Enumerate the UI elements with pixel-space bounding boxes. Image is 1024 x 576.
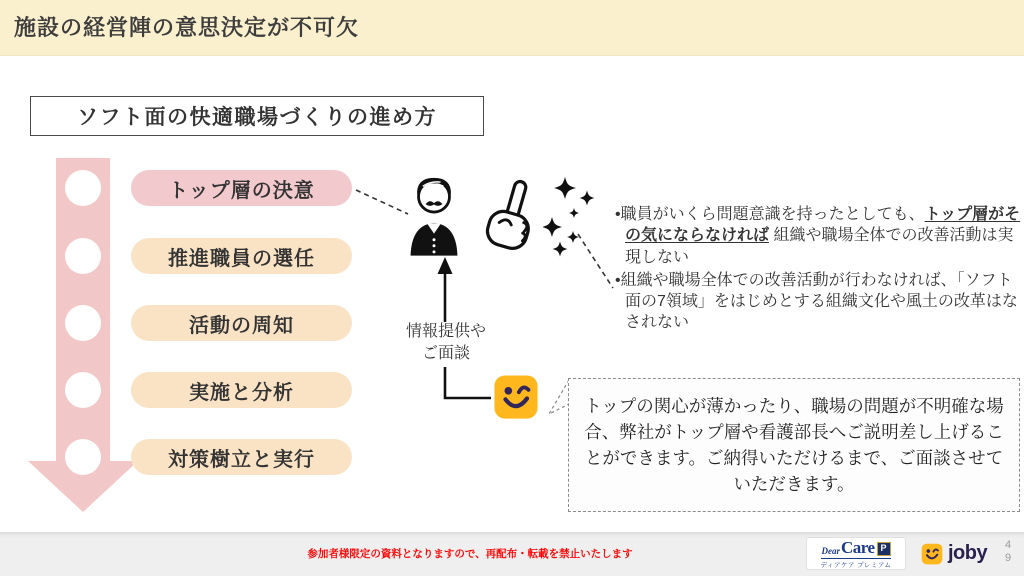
dearcare-tagline: ディアケア プレミアム <box>821 558 892 569</box>
page-number <box>1005 539 1011 565</box>
callout-pointer-icon <box>549 380 569 414</box>
joby-logo <box>921 542 987 565</box>
connector-label <box>396 321 496 365</box>
step-pill-staff-selection <box>131 238 352 274</box>
page-number-digit1: 4 <box>1005 539 1012 551</box>
step-pill-countermeasures <box>131 439 352 475</box>
dearcare-care-text: Care <box>840 537 875 557</box>
dearcare-premium-badge: P <box>877 542 891 556</box>
step-label: 推進職員の選任 <box>168 247 315 270</box>
dearcare-logo <box>806 537 906 570</box>
callout-box <box>568 378 1020 512</box>
flow-step-circle <box>65 372 101 408</box>
step-label: トップ層の決意 <box>168 179 315 202</box>
bullet-text: 組織や職場全体での改善活動が行わなければ、「ソフト面の7領域」をはじめとする組織文化や風土の改革はなされない <box>620 271 1018 332</box>
slide-footer <box>0 532 1024 576</box>
bullet-item-1 <box>615 204 1021 268</box>
executive-icon <box>404 167 464 258</box>
section-title: ソフト面の快適職場づくりの進め方 <box>77 106 437 129</box>
step-pill-awareness <box>131 305 352 341</box>
step-label: 対策樹立と実行 <box>168 448 315 471</box>
up-arrow-head-icon <box>438 257 453 274</box>
slide-title: 施設の経営陣の意思決定が不可欠 <box>14 15 360 40</box>
joby-smiley-small-icon <box>921 543 943 565</box>
step-label: 実施と分析 <box>189 381 294 404</box>
step-pill-implementation <box>131 372 352 408</box>
dearcare-logo-row <box>821 539 890 556</box>
connector-label-line2: ご面談 <box>421 345 470 362</box>
joby-smiley-icon <box>493 374 539 420</box>
bullet-text: 職員がいくら問題意識を持ったとしても、 <box>620 206 925 223</box>
connector-label-line1: 情報提供や <box>405 323 486 340</box>
flow-step-circle <box>65 439 101 475</box>
flow-step-circle <box>65 305 101 341</box>
dashed-line-pill-to-executive <box>356 190 408 214</box>
joby-wordmark: joby <box>948 542 988 564</box>
section-title-box <box>30 96 484 136</box>
bullet-marker: • <box>615 206 621 223</box>
bullet-text: 組織や職場全体での改善活動は実現しない <box>625 227 1014 266</box>
pointing-hand-icon <box>477 177 545 261</box>
confidential-notice: 参加者様限定の資料となりますので、再配布・転載を禁止いたします <box>307 548 633 560</box>
step-label: 活動の周知 <box>189 314 294 337</box>
elbow-connector <box>445 367 491 398</box>
callout-text: トップの関心が薄かったり、職場の問題が不明確な場合、弊社がトップ層や看護部長へご説明差し上げることができます。ご納得いただけるまで、ご面談させていただきます。 <box>584 395 1004 495</box>
bullet-emphasis: トップ層がその気にならなければ <box>625 206 1021 245</box>
slide-header <box>0 0 1024 56</box>
bullet-item-2 <box>615 270 1021 334</box>
flow-step-circle <box>65 238 101 274</box>
dearcare-dear-text: Dear <box>821 545 840 556</box>
page-number-digit2: 9 <box>1005 552 1012 564</box>
bullet-marker: • <box>615 271 621 289</box>
step-pill-top-commitment <box>131 170 352 206</box>
flow-step-circle <box>65 170 101 206</box>
sparkles-icon <box>543 172 621 267</box>
bullet-list <box>615 204 1021 336</box>
